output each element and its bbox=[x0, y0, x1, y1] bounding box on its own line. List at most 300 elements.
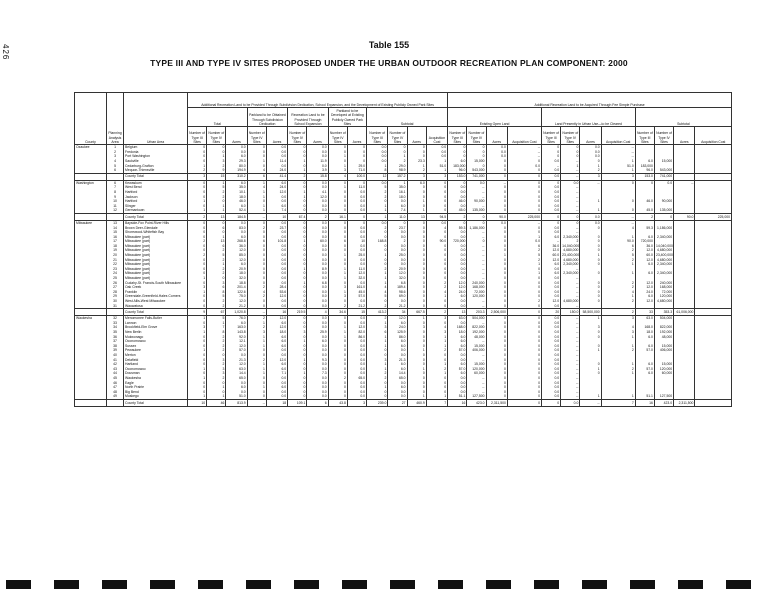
cell-value: 0 bbox=[580, 294, 601, 299]
cell-value: -- bbox=[467, 185, 486, 190]
cell-value: 0.0 bbox=[541, 334, 560, 339]
cell-value: 0.0 bbox=[541, 267, 560, 272]
cell-value: 0.0 bbox=[448, 253, 467, 258]
cell-value: 0.0 bbox=[307, 353, 328, 358]
cell-planning-area: 31 bbox=[106, 303, 123, 308]
page-number: 426 bbox=[1, 44, 10, 61]
cell-value: 0 bbox=[347, 150, 366, 155]
cell-value: 0 bbox=[328, 357, 347, 362]
cell-value: 0.0 bbox=[448, 380, 467, 385]
cell-value: 1 bbox=[426, 344, 447, 349]
cell-value: 0 bbox=[486, 163, 507, 168]
cell-value: -- bbox=[467, 267, 486, 272]
cell-value: 0 bbox=[328, 348, 347, 353]
cell-value: 3 bbox=[426, 173, 447, 180]
cell-value: 0 bbox=[347, 180, 366, 185]
cell-value: 96.0 bbox=[635, 168, 654, 173]
cell-value: 423.0 bbox=[654, 399, 673, 406]
cell-value: 6 bbox=[367, 330, 388, 335]
cell-value: 0.0 bbox=[388, 199, 407, 204]
cell-value: -- bbox=[467, 235, 486, 240]
cell-value: 0 bbox=[188, 204, 207, 209]
cell-value: 0.0 bbox=[347, 367, 366, 372]
cell-value: 0 bbox=[407, 225, 426, 230]
cell-value: 543,000 bbox=[654, 168, 673, 173]
cell-value: 23,400,000 bbox=[562, 253, 580, 258]
cell-value: 0.0 bbox=[307, 248, 328, 253]
cell-value: 2 bbox=[601, 348, 635, 353]
cell-value: 12.0 bbox=[541, 248, 560, 253]
cell-value: 1 bbox=[601, 168, 635, 173]
cell-value: 32.0 bbox=[347, 276, 366, 281]
cell-value: 0.0 bbox=[541, 348, 560, 353]
cell-planning-area: 15 bbox=[106, 230, 123, 235]
cell-value: 59.3 bbox=[635, 225, 654, 230]
cell-planning-area: 20 bbox=[106, 253, 123, 258]
cell-value: 6.0 bbox=[226, 180, 247, 185]
cell-value: 11.9 bbox=[307, 159, 328, 164]
cell-value: 94.5 bbox=[426, 213, 447, 220]
cell-value: 0.0 bbox=[266, 154, 287, 159]
cell-value: 0 bbox=[486, 357, 507, 362]
cell-value: 153.0 bbox=[448, 173, 467, 180]
cell-value: 0 bbox=[426, 267, 447, 272]
cell-value: 0 bbox=[188, 248, 207, 253]
cell-value: 15,000 bbox=[654, 362, 673, 367]
cell-value: 0 bbox=[288, 230, 307, 235]
cell-value: 0 bbox=[328, 344, 347, 349]
cell-value: 5 bbox=[207, 253, 226, 258]
cell-value: 6.0 bbox=[635, 271, 654, 276]
cell-value: 0 bbox=[467, 220, 486, 225]
cell-value: 0 bbox=[486, 394, 507, 399]
cell-planning-area: 4 bbox=[106, 159, 123, 164]
cell-value: 0 bbox=[188, 180, 207, 185]
cell-value: 16 bbox=[635, 399, 654, 406]
cell-value: 0 bbox=[486, 348, 507, 353]
cell-value: 0 bbox=[486, 239, 507, 244]
cell-value: 1 bbox=[247, 367, 266, 372]
cell-value: 0.0 bbox=[307, 325, 328, 330]
cell-value: 0.0 bbox=[307, 362, 328, 367]
cell-value: 21.2 bbox=[388, 303, 407, 308]
cell-value: 0.0 bbox=[486, 145, 507, 150]
cell-value: 4 bbox=[367, 285, 388, 290]
cell-value: 2,340,000 bbox=[654, 262, 673, 267]
cell-value: 60,000 bbox=[467, 371, 486, 376]
cell-value: 1 bbox=[328, 290, 347, 295]
cell-value: 6.8 bbox=[388, 280, 407, 285]
cell-value: 0.0 bbox=[388, 244, 407, 249]
cell-value: 0 bbox=[541, 145, 560, 150]
cell-value: 2 bbox=[367, 376, 388, 381]
cell-value: 43.8 bbox=[328, 399, 347, 406]
cell-value: 12.1 bbox=[226, 339, 247, 344]
cell-value: 2,340,000 bbox=[561, 262, 580, 267]
data-table-container bbox=[74, 92, 732, 546]
cell-value: 0.0 bbox=[307, 180, 328, 185]
cell-value: 2 bbox=[207, 267, 226, 272]
cell-value: 0 bbox=[467, 213, 486, 220]
cell-value: 0 bbox=[347, 213, 366, 220]
cell-value: 0 bbox=[328, 248, 347, 253]
cell-value: 2 bbox=[388, 159, 407, 164]
cell-value: 2 bbox=[426, 367, 447, 372]
cell-value: 0 bbox=[507, 348, 541, 353]
cell-value: 1 bbox=[247, 159, 266, 164]
cell-value: 0.0 bbox=[307, 262, 328, 267]
cell-value: 0 bbox=[247, 220, 266, 225]
cell-value: 1,186,000 bbox=[654, 225, 673, 230]
cell-value: 0 bbox=[580, 344, 601, 349]
cell-value: 3 bbox=[580, 173, 601, 180]
cell-value: 0.0 bbox=[307, 253, 328, 258]
cell-value: 0.0 bbox=[541, 303, 560, 308]
cell-value: -- bbox=[561, 173, 580, 180]
cell-value: 63.0 bbox=[448, 316, 467, 321]
cell-value: 0 bbox=[188, 339, 207, 344]
cell-value: 0.0 bbox=[347, 190, 366, 195]
cell-value: 20.9 bbox=[388, 267, 407, 272]
cell-value: 46.0 bbox=[226, 199, 247, 204]
cell-urban-area: Saukville bbox=[124, 159, 188, 164]
cell-value: 0.0 bbox=[307, 154, 328, 159]
subheader-acq-cost: Acquisition Cost bbox=[695, 127, 732, 145]
cell-value: 0 bbox=[288, 185, 307, 190]
cell-value: 125.9 bbox=[388, 330, 407, 335]
cell-value: 0 bbox=[288, 285, 307, 290]
cell-value: 0.0 bbox=[307, 185, 328, 190]
cell-value: 0 bbox=[288, 321, 307, 326]
cell-value: 2 bbox=[367, 225, 388, 230]
cell-value: 0 bbox=[601, 180, 635, 185]
cell-value: 13 bbox=[407, 213, 426, 220]
cell-value: 1 bbox=[188, 208, 207, 213]
cell-value: 0 bbox=[247, 262, 266, 267]
cell-value: 1 bbox=[188, 276, 207, 281]
cell-value: 24.0 bbox=[266, 168, 287, 173]
cell-value: 0.0 bbox=[541, 339, 560, 344]
cell-value: 0.0 bbox=[307, 271, 328, 276]
cell-value: 1,020.8 bbox=[226, 309, 247, 316]
cell-urban-area: Cedarburg-Grafton bbox=[124, 163, 188, 168]
cell-value: 1 bbox=[580, 253, 601, 258]
cell-value: 1 bbox=[367, 204, 388, 209]
cell-value: 406,000 bbox=[467, 348, 486, 353]
cell-value: 1 bbox=[407, 367, 426, 372]
footer-mark bbox=[534, 580, 559, 589]
cell-value: 0 bbox=[507, 330, 541, 335]
cell-value: 12.0 bbox=[635, 299, 654, 304]
cell-value: 12.0 bbox=[226, 344, 247, 349]
subheader-acres: Acres bbox=[407, 127, 426, 145]
cell-value: 0 bbox=[486, 262, 507, 267]
cell-value: 192,000 bbox=[467, 330, 486, 335]
cell-value: 6.0 bbox=[226, 235, 247, 240]
cell-value: 6.0 bbox=[266, 180, 287, 185]
cell-value: 1 bbox=[328, 154, 347, 159]
cell-value: 0 bbox=[601, 208, 635, 213]
table-title: TYPE III AND TYPE IV SITES PROPOSED UNDER THE URBAN OUTDOOR RECREATION PLAN COMPONENT: 2000 bbox=[150, 58, 628, 68]
cell-value: 2 bbox=[426, 280, 447, 285]
cell-value: 1 bbox=[188, 367, 207, 372]
cell-value: 423.0 bbox=[467, 399, 486, 406]
cell-value: -- bbox=[561, 285, 580, 290]
cell-value: -- bbox=[561, 204, 580, 209]
cell-value: 1 bbox=[288, 159, 307, 164]
cell-value: 2 bbox=[601, 280, 635, 285]
cell-value: 0 bbox=[507, 394, 541, 399]
cell-value: 16 bbox=[266, 309, 287, 316]
cell-value: 168.0 bbox=[635, 325, 654, 330]
cell-value: 1 bbox=[188, 290, 207, 295]
cell-value: 201.4 bbox=[226, 285, 247, 290]
cell-value: 0.0 bbox=[347, 371, 366, 376]
cell-urban-area: New Berlin bbox=[124, 330, 188, 335]
cell-value: 0 bbox=[407, 204, 426, 209]
cell-value: 0.0 bbox=[266, 150, 287, 155]
cell-value: 0 bbox=[507, 267, 541, 272]
cell-value: 6.0 bbox=[307, 339, 328, 344]
cell-value: 0.0 bbox=[541, 330, 560, 335]
cell-value: 0 bbox=[448, 150, 467, 155]
cell-value: 0 bbox=[507, 204, 541, 209]
cell-value: 51.1 bbox=[448, 394, 467, 399]
cell-planning-area: 45 bbox=[106, 376, 123, 381]
cell-value: 18.0 bbox=[635, 330, 654, 335]
cell-value: 4 bbox=[247, 290, 266, 295]
cell-value: 15,000 bbox=[467, 362, 486, 367]
cell-county bbox=[75, 213, 107, 220]
cell-value: 0.0 bbox=[367, 145, 388, 150]
cell-value: 0 bbox=[288, 334, 307, 339]
cell-value: 1 bbox=[328, 185, 347, 190]
cell-value: 1 bbox=[367, 321, 388, 326]
cell-value: 0 bbox=[188, 299, 207, 304]
cell-planning-area: 17 bbox=[106, 239, 123, 244]
cell-urban-area: Pewaukee bbox=[124, 348, 188, 353]
cell-value: 0.0 bbox=[388, 230, 407, 235]
subheader-num-type3: Number of Type III Sites bbox=[541, 127, 560, 145]
cell-value: 0 bbox=[188, 390, 207, 395]
cell-value: 6.0 bbox=[266, 339, 287, 344]
cell-value: 13 bbox=[207, 213, 226, 220]
subheader-acq-cost: Acquisition Cost bbox=[601, 127, 635, 145]
cell-value: -- bbox=[561, 325, 580, 330]
cell-planning-area: 22 bbox=[106, 262, 123, 267]
cell-value: 1 bbox=[407, 163, 426, 168]
cell-value: 0.0 bbox=[307, 390, 328, 395]
cell-value: 18 bbox=[266, 399, 287, 406]
cell-value: 0 bbox=[247, 380, 266, 385]
cell-value: 15.8 bbox=[307, 173, 328, 180]
cell-value: 0.0 bbox=[266, 267, 287, 272]
footer-mark bbox=[486, 580, 511, 589]
cell-value: 0.0 bbox=[266, 348, 287, 353]
cell-value: 6.0 bbox=[226, 385, 247, 390]
cell-value: 1 bbox=[426, 371, 447, 376]
cell-value: 1 bbox=[328, 163, 347, 168]
cell-value: 5 bbox=[367, 185, 388, 190]
cell-value: 2 bbox=[207, 257, 226, 262]
cell-value: 0.0 bbox=[347, 321, 366, 326]
cell-value: 0 bbox=[407, 154, 426, 159]
cell-value: 75.0 bbox=[226, 294, 247, 299]
cell-value: 0 bbox=[486, 385, 507, 390]
cell-planning-area: 30 bbox=[106, 299, 123, 304]
cell-value: 0.0 bbox=[266, 276, 287, 281]
cell-value: 822,000 bbox=[467, 325, 486, 330]
cell-value: 0 bbox=[561, 213, 580, 220]
cell-value: 3 bbox=[188, 325, 207, 330]
cell-value: 0 bbox=[207, 353, 226, 358]
cell-value: 3 bbox=[367, 325, 388, 330]
cell-value: 0.0 bbox=[266, 376, 287, 381]
subheader-acq-cost: Acquisition Cost bbox=[507, 127, 541, 145]
subheader-acres: Acres bbox=[674, 127, 695, 145]
cell-value: 9 bbox=[207, 168, 226, 173]
cell-value: 3 bbox=[247, 330, 266, 335]
cell-value: 0 bbox=[407, 294, 426, 299]
cell-value: 6.0 bbox=[635, 235, 654, 240]
cell-value: 1 bbox=[288, 339, 307, 344]
cell-value: 29.0 bbox=[347, 163, 366, 168]
cell-value: 0 bbox=[541, 154, 560, 159]
cell-value: 0 bbox=[407, 344, 426, 349]
cell-value: 72,000 bbox=[654, 290, 673, 295]
cell-value: 0 bbox=[507, 294, 541, 299]
cell-value: 92.0 bbox=[226, 334, 247, 339]
cell-value: 0 bbox=[426, 257, 447, 262]
cell-value: 460.9 bbox=[407, 399, 426, 406]
cell-value: 0 bbox=[580, 225, 601, 230]
cell-value: -- bbox=[507, 150, 541, 155]
cell-value: 203.3 bbox=[467, 309, 486, 316]
cell-value: 0.0 bbox=[561, 399, 580, 406]
cell-value: 0.0 bbox=[426, 150, 447, 155]
cell-value: 163.0 bbox=[226, 325, 247, 330]
cell-value: 1 bbox=[288, 190, 307, 195]
cell-value: 96.0 bbox=[448, 168, 467, 173]
cell-value: 1,186,000 bbox=[467, 225, 486, 230]
cell-value: 0.0 bbox=[541, 190, 560, 195]
cell-value: 0.0 bbox=[307, 344, 328, 349]
cell-value: 0.0 bbox=[266, 194, 287, 199]
subheader-acres: Acres bbox=[580, 127, 601, 145]
cell-value: 21.3 bbox=[226, 357, 247, 362]
cell-value: 6.0 bbox=[448, 339, 467, 344]
cell-value: 0.0 bbox=[541, 208, 560, 213]
cell-value: 0 bbox=[207, 276, 226, 281]
cell-value: -- bbox=[561, 376, 580, 381]
cell-value: 0 bbox=[507, 390, 541, 395]
cell-value: 0 bbox=[207, 145, 226, 150]
cell-value: 0 bbox=[507, 276, 541, 281]
cell-value: 0 bbox=[288, 348, 307, 353]
cell-value: 0.0 bbox=[307, 204, 328, 209]
cell-value: 2 bbox=[207, 271, 226, 276]
cell-value: 0 bbox=[188, 344, 207, 349]
cell-value: 2 bbox=[601, 257, 635, 262]
cell-value: 5 bbox=[367, 294, 388, 299]
cell-value: 6.0 bbox=[388, 204, 407, 209]
subheader-num-type4: Number of Type IV Sites bbox=[654, 127, 673, 145]
cell-value: 2 bbox=[580, 168, 601, 173]
cell-value: 0 bbox=[328, 316, 347, 321]
cell-value: 0 bbox=[561, 154, 580, 159]
cell-value: 3 bbox=[601, 173, 635, 180]
cell-value: 0 bbox=[388, 145, 407, 150]
cell-value: 1 bbox=[188, 376, 207, 381]
cell-value: 0.0 bbox=[541, 325, 560, 330]
cell-value: 6.0 bbox=[388, 321, 407, 326]
cell-value: 0 bbox=[407, 190, 426, 195]
cell-value: 12.0 bbox=[226, 299, 247, 304]
cell-value: 2 bbox=[426, 348, 447, 353]
cell-value: -- bbox=[467, 230, 486, 235]
cell-value: 6.0 bbox=[541, 271, 560, 276]
cell-value: 0.0 bbox=[448, 267, 467, 272]
cell-value: 0.0 bbox=[541, 362, 560, 367]
cell-value: 0 bbox=[288, 220, 307, 225]
cell-value: 1 bbox=[407, 394, 426, 399]
cell-value: 0 bbox=[288, 390, 307, 395]
cell-value: 6.0 bbox=[226, 154, 247, 159]
cell-urban-area: Waukesha bbox=[124, 376, 188, 381]
cell-value: 0.0 bbox=[226, 390, 247, 395]
cell-value: 98.9 bbox=[388, 168, 407, 173]
cell-urban-area: North Prairie bbox=[124, 385, 188, 390]
cell-value: -- bbox=[467, 321, 486, 326]
cell-planning-area: 11 bbox=[106, 204, 123, 209]
cell-value: 36.0 bbox=[541, 244, 560, 249]
cell-urban-area: Milwaukee (part) bbox=[124, 248, 188, 253]
cell-value: -- bbox=[561, 168, 580, 173]
cell-value: 1 bbox=[426, 339, 447, 344]
cell-value: 0 bbox=[507, 399, 541, 406]
cell-planning-area: 37 bbox=[106, 339, 123, 344]
cell-value: 90.0 bbox=[674, 213, 695, 220]
cell-value: 18.0 bbox=[448, 330, 467, 335]
cell-urban-area: Big Bend bbox=[124, 390, 188, 395]
cell-value: 0 bbox=[347, 145, 366, 150]
cell-value: 161.0 bbox=[347, 285, 366, 290]
cell-value: 6.0 bbox=[266, 321, 287, 326]
cell-value: 0.0 bbox=[266, 390, 287, 395]
cell-value: 71.0 bbox=[347, 168, 366, 173]
cell-value: 0.0 bbox=[266, 163, 287, 168]
cell-value: 2 bbox=[507, 257, 541, 262]
cell-planning-area: 26 bbox=[106, 280, 123, 285]
cell-value: 0 bbox=[486, 303, 507, 308]
cell-value: 120,000 bbox=[654, 294, 673, 299]
cell-value: 12.0 bbox=[266, 316, 287, 321]
cell-value: 0 bbox=[407, 257, 426, 262]
cell-value: 1 bbox=[247, 180, 266, 185]
cell-value: 6.0 bbox=[541, 235, 560, 240]
cell-value: 0 bbox=[426, 244, 447, 249]
cell-value: 0.0 bbox=[486, 150, 507, 155]
cell-value: 0 bbox=[486, 199, 507, 204]
cell-value: 0 bbox=[580, 257, 601, 262]
cell-value: 6.0 bbox=[266, 344, 287, 349]
cell-value: 11.0 bbox=[347, 185, 366, 190]
cell-value: 23.7 bbox=[266, 225, 287, 230]
cell-value: 32.0 bbox=[226, 276, 247, 281]
cell-value: 0.0 bbox=[580, 145, 601, 150]
cell-value: 11.4 bbox=[266, 159, 287, 164]
cell-value: 2 bbox=[247, 316, 266, 321]
